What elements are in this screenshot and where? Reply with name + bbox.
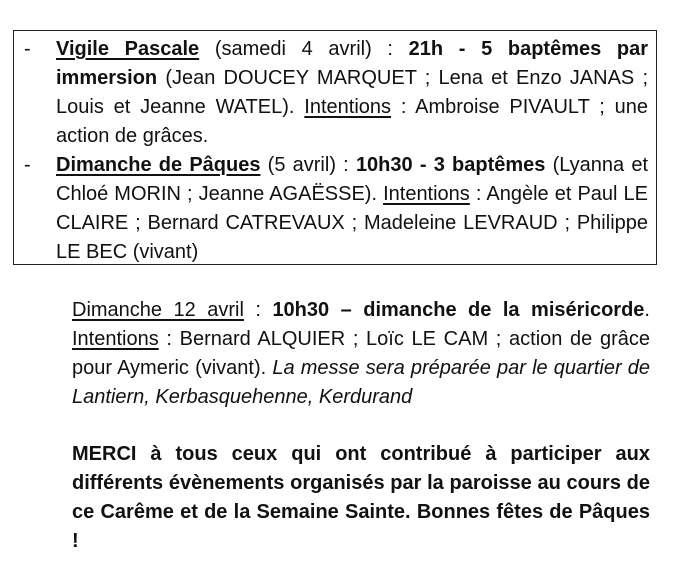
sunday-12-paragraph (72, 296, 656, 412)
sunday12-sep: : (243, 299, 273, 321)
paques-paragraph (56, 151, 654, 267)
vigile-highlight: 21h - 5 baptêmes par immersion (56, 38, 649, 89)
paques-title: Dimanche de Pâques (56, 154, 261, 176)
sunday12-highlight: 10h30 – dimanche de la miséricorde (272, 299, 645, 321)
vigile-date: (samedi 4 avril) : (199, 38, 409, 60)
vigile-paragraph (56, 35, 654, 151)
vigile-intentions-text: : Ambroise PIVAULT ; une action de grâces. (56, 96, 648, 147)
sunday12-note: La messe sera préparée par le quartier de Lantiern, Kerbasquehenne, Kerdurand (72, 357, 650, 408)
bullet-dash: - (24, 154, 31, 176)
paques-intentions-text: : Angèle et Paul LE CLAIRE ; Bernard CATREVAUX ; Madeleine LEVRAUD ; Philippe LE BEC (vivant) (56, 183, 648, 263)
vigile-names: (Jean DOUCEY MARQUET ; Lena et Enzo JANAS ; Louis et Jeanne WATEL). (56, 67, 654, 118)
paques-names: (Lyanna et Chloé MORIN ; Jeanne AGAËSSE). (56, 154, 654, 205)
sunday12-intentions-text: : Bernard ALQUIER ; Loïc LE CAM ; action de grâce pour Aymeric (vivant). (72, 328, 650, 379)
sunday12-title: Dimanche 12 avril (72, 299, 244, 321)
vigile-intentions-label: Intentions (304, 96, 392, 118)
sunday12-intentions-label: Intentions (72, 328, 159, 350)
sunday12-period: . (644, 299, 656, 321)
list-item-vigile (22, 35, 654, 151)
paques-highlight: 10h30 - 3 baptêmes (355, 154, 546, 176)
announcements-box (13, 30, 657, 265)
vigile-title: Vigile Pascale (56, 38, 200, 60)
list-item-paques (22, 151, 654, 267)
paques-date: (5 avril) : (260, 154, 356, 176)
paques-intentions-label: Intentions (383, 183, 470, 205)
bullet-dash: - (24, 38, 31, 60)
thanks-paragraph: MERCI à tous ceux qui ont contribué à participer aux différents évènements organisés par la paroisse au cours de ce Carême et de la Semaine Sainte. Bonnes fêtes de Pâques ! (72, 443, 650, 552)
